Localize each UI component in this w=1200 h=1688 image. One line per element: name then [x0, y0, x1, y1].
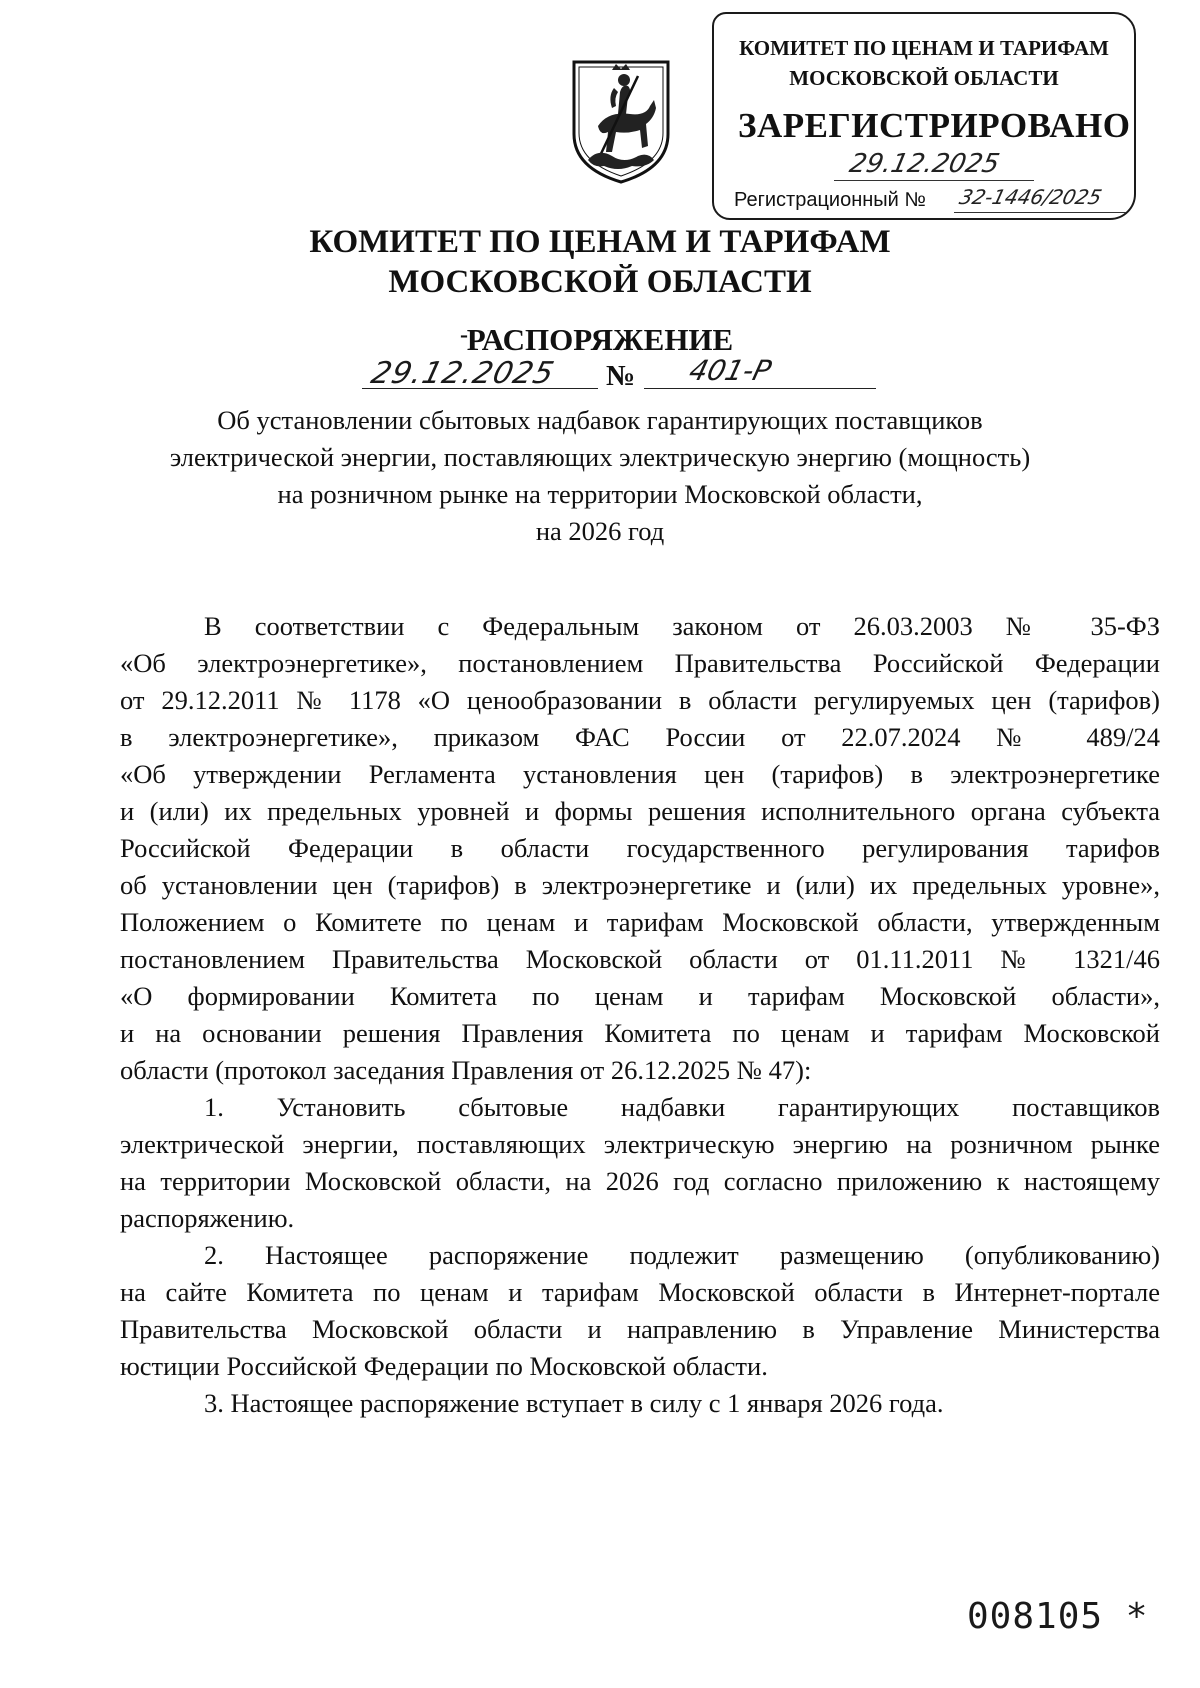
- body-line: В соответствии с Федеральным законом от 26.03.2003 № 35-ФЗ: [204, 611, 1160, 641]
- body-line: постановлением Правительства Московской области от 01.11.2011 № 1321/46: [120, 944, 1160, 974]
- clause-2-line: юстиции Российской Федерации по Московской области.: [120, 1351, 768, 1381]
- clause-1-line: электрической энергии, поставляющих электрическую энергию на розничном рынке: [120, 1129, 1160, 1159]
- stamp-number-underline: [954, 212, 1126, 213]
- body-line: Российской Федерации в области государственного регулирования тарифов: [120, 833, 1160, 863]
- stamp-date-underline: [834, 180, 1034, 181]
- body-line: и на основании решения Правления Комитета по ценам и тарифам Московской: [120, 1018, 1160, 1048]
- clause-2-line: 2. Настоящее распоряжение подлежит размещению (опубликованию): [204, 1240, 1160, 1270]
- body-line: об установлении цен (тарифов) в электроэнергетике и (или) их предельных уровне»,: [120, 870, 1160, 900]
- org-title-line1: КОМИТЕТ ПО ЦЕНАМ И ТАРИФАМ: [309, 224, 891, 260]
- order-subject: [120, 402, 1080, 550]
- clause-2-line: Правительства Московской области и направлению в Управление Министерства: [120, 1314, 1160, 1344]
- number-sign: №: [606, 360, 636, 392]
- coat-of-arms-emblem: [568, 56, 674, 186]
- subject-line: Об установлении сбытовых надбавок гарантирующих поставщиков: [217, 405, 983, 435]
- body-line: и (или) их предельных уровней и формы решения исполнительного органа субъекта: [120, 796, 1160, 826]
- handwritten-order-date: 29.12.2025: [367, 356, 559, 391]
- stamp-date: 29.12.2025: [846, 149, 1003, 179]
- clause-1-line: 1. Установить сбытовые надбавки гарантирующих поставщиков: [204, 1092, 1160, 1122]
- body-line: «Об утверждении Регламента установления цен (тарифов) в электроэнергетике: [120, 759, 1160, 789]
- subject-line: на 2026 год: [535, 516, 665, 546]
- body-line: от 29.12.2011 № 1178 «О ценообразовании в области регулируемых цен (тарифов): [120, 685, 1160, 715]
- subject-line: электрической энергии, поставляющих электрическую энергию (мощность): [169, 442, 1031, 472]
- body-line: «О формировании Комитета по ценам и тарифам Московской области»,: [120, 981, 1160, 1011]
- stamp-number-label: Регистрационный №: [734, 189, 926, 211]
- registration-stamp: [712, 12, 1136, 220]
- number-underline: [644, 388, 876, 389]
- header-dash: -: [460, 322, 468, 348]
- body-line: Положением о Комитете по ценам и тарифам Московской области, утвержденным: [120, 907, 1160, 937]
- handwritten-order-number: 401-Р: [685, 354, 775, 387]
- document-type: РАСПОРЯЖЕНИЕ: [466, 322, 734, 357]
- subject-line: на розничном рынке на территории Московской области,: [277, 479, 923, 509]
- org-title-line2: МОСКОВСКОЙ ОБЛАСТИ: [388, 264, 812, 300]
- stamp-number: 32-1446/2025: [957, 185, 1105, 209]
- stamp-org-line1: КОМИТЕТ ПО ЦЕНАМ И ТАРИФАМ: [739, 36, 1109, 60]
- body-line: «Об электроэнергетике», постановлением Правительства Российской Федерации: [120, 648, 1160, 678]
- date-underline: [362, 388, 598, 389]
- clause-1-line: распоряжению.: [120, 1203, 295, 1233]
- order-body: [120, 608, 1160, 1422]
- serial-number: 008105 *: [967, 1596, 1149, 1637]
- clause-2-line: на сайте Комитета по ценам и тарифам Московской области в Интернет-портале: [120, 1277, 1160, 1307]
- stamp-org-line2: МОСКОВСКОЙ ОБЛАСТИ: [789, 66, 1059, 90]
- clause-1-line: на территории Московской области, на 2026 год согласно приложению к настоящему: [120, 1166, 1160, 1196]
- body-line: в электроэнергетике», приказом ФАС России от 22.07.2024 № 489/24: [120, 722, 1160, 752]
- stamp-registered-text: ЗАРЕГИСТРИРОВАНО: [738, 106, 1131, 145]
- clause-3-line: 3. Настоящее распоряжение вступает в силу с 1 января 2026 года.: [204, 1388, 944, 1418]
- body-line: области (протокол заседания Правления от 26.12.2025 № 47):: [120, 1055, 812, 1085]
